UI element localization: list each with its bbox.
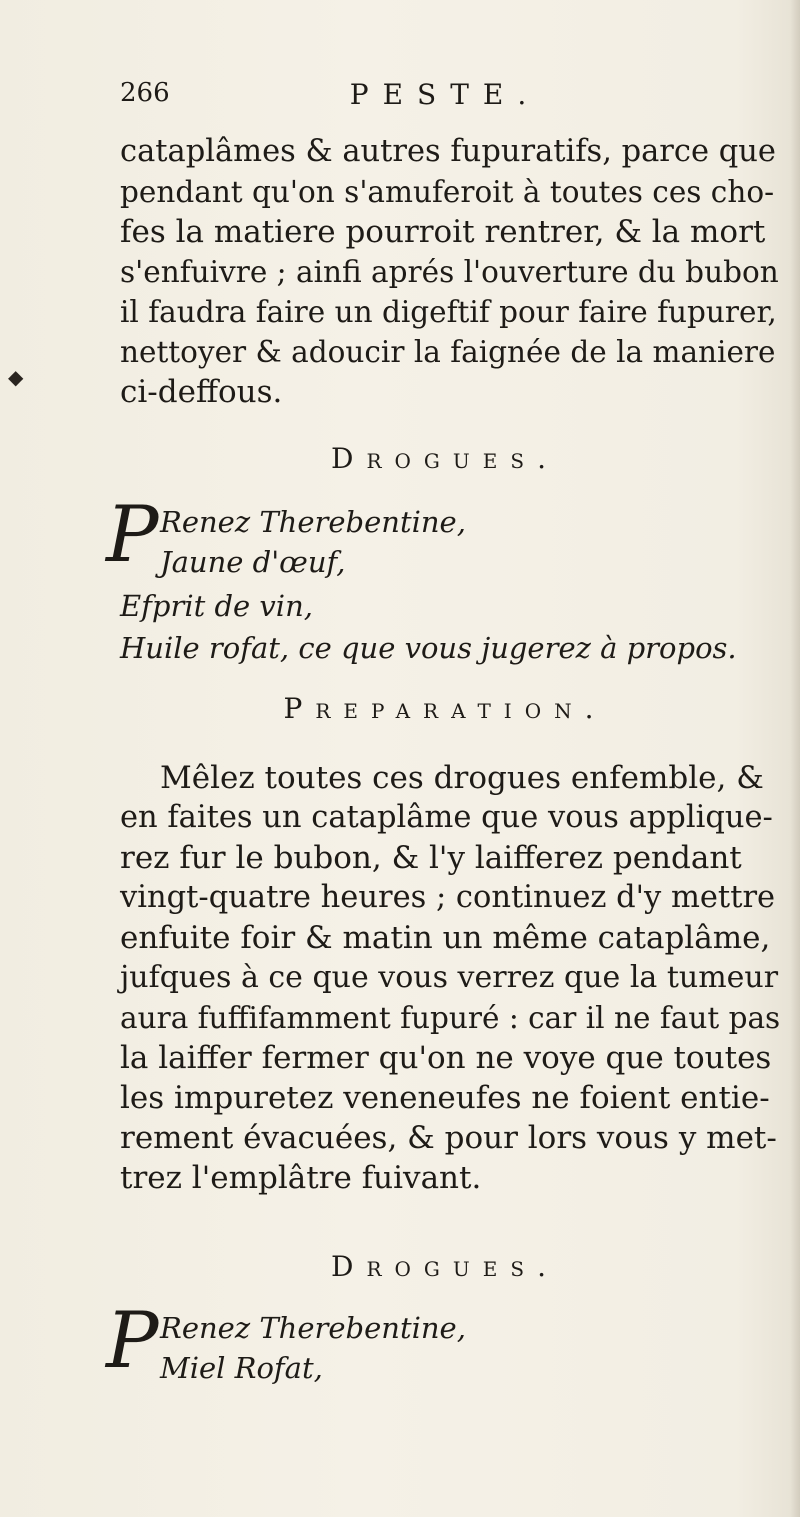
text-line: rement évacuées, & pour lors vous y met- (120, 1120, 777, 1156)
page-header (120, 78, 770, 118)
text-line: rez fur le bubon, & l'y laifferez pendant (120, 840, 742, 876)
text-line: il faudra faire un digeftif pour faire fupurer, (120, 295, 777, 329)
text-line: jufques à ce que vous verrez que la tumeur (120, 960, 779, 995)
recipe-line: Jaune d'œuf, (160, 545, 346, 579)
text-line: en faites un cataplâme que vous applique- (120, 800, 773, 835)
text-line: trez l'emplâtre fuivant. (120, 1160, 482, 1196)
text-line: fes la matiere pourroit rentrer, & la mort (120, 214, 766, 250)
recipe-line: Huile rofat, ce que vous jugerez à propos. (120, 631, 737, 665)
section-heading-preparation: Preparation. (283, 692, 607, 725)
recipe-line: Efprit de vin, (120, 589, 313, 623)
section-heading-drogues: Drogues. (331, 442, 559, 475)
text-line: vingt-quatre heures ; continuez d'y mettre (120, 880, 776, 915)
text-line: la laiffer fermer qu'on ne voye que toutes (120, 1040, 772, 1076)
text-line: cataplâmes & autres fupuratifs, parce que (120, 134, 776, 169)
recipe-line: Miel Rofat, (160, 1351, 323, 1385)
recipe-line: Renez Therebentine, (160, 1311, 466, 1345)
margin-mark: ◆ (8, 365, 24, 389)
text-line: pendant qu'on s'amuferoit à toutes ces cho- (120, 175, 775, 209)
text-line: s'enfuivre ; ainfi aprés l'ouverture du bubon (120, 255, 779, 289)
drop-cap: P (106, 1296, 159, 1386)
page-edge-shadow (790, 0, 800, 1517)
text-line: nettoyer & adoucir la faignée de la maniere (120, 335, 776, 369)
text-line: les impuretez veneneufes ne foient entie- (120, 1080, 770, 1116)
running-title: PESTE. (349, 78, 541, 111)
page-number: 266 (120, 78, 170, 108)
drop-cap: P (106, 490, 159, 580)
recipe-line: Renez Therebentine, (160, 505, 466, 539)
text-line: Mêlez toutes ces drogues enfemble, & (160, 760, 764, 796)
text-line: ci-deffous. (120, 374, 283, 410)
text-line: aura fuffifamment fupuré : car il ne faut pas (120, 1001, 781, 1035)
section-heading-drogues: Drogues. (331, 1250, 559, 1283)
text-line: enfuite foir & matin un même cataplâme, (120, 920, 771, 956)
